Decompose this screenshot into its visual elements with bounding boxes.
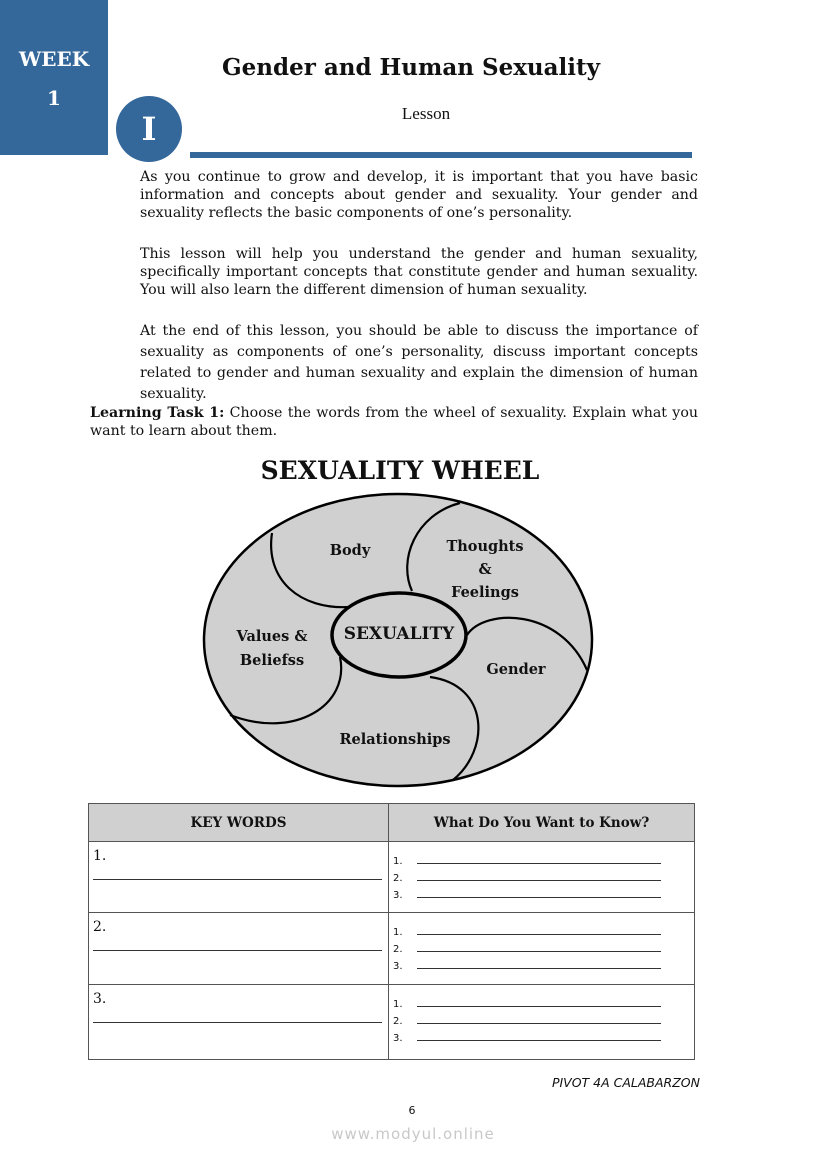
keyword-cell[interactable] xyxy=(89,985,389,1060)
section-circle: I xyxy=(116,96,182,162)
week-number: 1 xyxy=(47,86,61,110)
week-label: WEEK xyxy=(18,47,90,71)
item-number: 3. xyxy=(393,890,403,901)
questions-cell[interactable] xyxy=(389,985,695,1060)
item-number: 3. xyxy=(393,1033,403,1044)
header-key-words: KEY WORDS xyxy=(89,804,389,842)
week-badge xyxy=(0,0,108,155)
sexuality-wheel xyxy=(200,490,600,790)
wheel-title: SEXUALITY WHEEL xyxy=(260,456,540,485)
questions-cell[interactable] xyxy=(389,842,695,913)
segment-thoughts: Thoughts xyxy=(446,538,524,555)
row-number: 1. xyxy=(93,848,107,864)
answer-line[interactable] xyxy=(417,897,661,898)
item-number: 2. xyxy=(393,1016,403,1027)
table-row xyxy=(89,913,695,985)
answer-line[interactable] xyxy=(417,880,661,881)
segment-and: & xyxy=(478,561,492,578)
page-title: Gender and Human Sexuality xyxy=(221,54,601,81)
page-subtitle: Lesson xyxy=(401,104,451,123)
segment-relationships: Relationships xyxy=(339,731,451,748)
header-want-to-know: What Do You Want to Know? xyxy=(389,804,695,842)
task-label: Learning Task 1: xyxy=(90,405,225,421)
answer-line[interactable] xyxy=(93,879,382,880)
segment-body: Body xyxy=(329,542,371,559)
segment-feelings: Feelings xyxy=(451,584,519,601)
table-row xyxy=(89,842,695,913)
row-number: 3. xyxy=(93,991,107,1007)
footer-source: PIVOT 4A CALABARZON xyxy=(551,1075,700,1090)
segment-beliefs: Beliefss xyxy=(239,652,305,669)
item-number: 1. xyxy=(393,999,403,1010)
wheel-center: SEXUALITY xyxy=(343,624,455,644)
segment-values: Values & xyxy=(236,628,308,645)
answer-line[interactable] xyxy=(417,863,661,864)
answer-line[interactable] xyxy=(417,951,661,952)
segment-gender: Gender xyxy=(486,661,546,678)
answer-line[interactable] xyxy=(93,950,382,951)
item-number: 2. xyxy=(393,873,403,884)
item-number: 3. xyxy=(393,961,403,972)
item-number: 2. xyxy=(393,944,403,955)
answer-line[interactable] xyxy=(417,1006,661,1007)
item-number: 1. xyxy=(393,856,403,867)
answer-line[interactable] xyxy=(417,1023,661,1024)
keyword-cell[interactable] xyxy=(89,842,389,913)
answer-line[interactable] xyxy=(417,968,661,969)
header-divider xyxy=(190,152,692,158)
item-number: 1. xyxy=(393,927,403,938)
learning-task xyxy=(90,404,698,440)
task-text: Choose the words from the wheel of sexuality. Explain what you want to learn about them. xyxy=(90,405,698,439)
key-words-table xyxy=(88,803,695,1060)
paragraph-1: As you continue to grow and develop, it is important that you have basic information and concepts about gender and sexuality. Your gender and sexuality reflects the basic components of one’s personality. xyxy=(140,169,698,221)
paragraph-3: At the end of this lesson, you should be able to discuss the importance of sexuality as components of one’s personality, discuss important concepts related to gender and human sexuality and explain the dimension of human sexuality. xyxy=(140,323,698,402)
answer-line[interactable] xyxy=(417,934,661,935)
watermark: www.modyul.online xyxy=(331,1125,495,1143)
paragraph-2: This lesson will help you understand the gender and human sexuality, specifically important concepts that constitute gender and human sexuality. You will also learn the different dimension of human sexuality. xyxy=(140,246,698,298)
table-row xyxy=(89,985,695,1060)
answer-line[interactable] xyxy=(417,1040,661,1041)
questions-cell[interactable] xyxy=(389,913,695,985)
answer-line[interactable] xyxy=(93,1022,382,1023)
keyword-cell[interactable] xyxy=(89,913,389,985)
page-number: 6 xyxy=(408,1104,416,1117)
row-number: 2. xyxy=(93,919,107,935)
